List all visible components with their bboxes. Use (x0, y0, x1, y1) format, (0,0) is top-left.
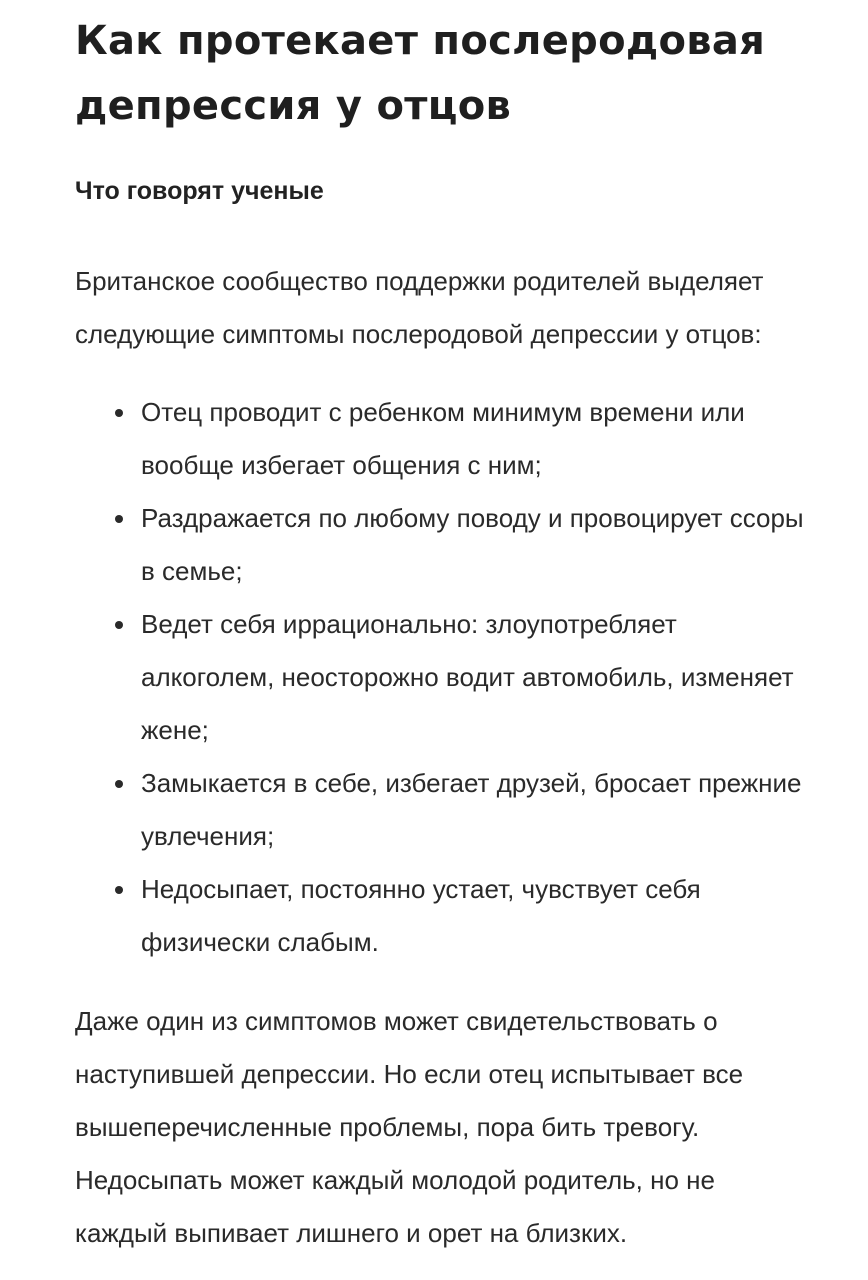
list-item-line: Раздражается по любому поводу и провоцирует ссоры (141, 503, 804, 533)
list-item-line: алкоголем, неосторожно водит автомобиль, изменяет (141, 662, 794, 692)
paragraph-line: вышеперечисленные проблемы, пора бить тревогу. (75, 1112, 700, 1142)
bullet-dot-icon (115, 409, 123, 417)
closing-paragraph (75, 995, 868, 1260)
paragraph-line: Даже один из симптомов может свидетельствовать о (75, 1006, 718, 1036)
list-item-line: Ведет себя иррационально: злоупотребляет (141, 609, 677, 639)
list-item (75, 757, 868, 863)
list-item-line: Недосыпает, постоянно устает, чувствует себя (141, 874, 701, 904)
intro-paragraph (75, 255, 868, 361)
bullet-dot-icon (115, 621, 123, 629)
list-item-line: Замыкается в себе, избегает друзей, бросает прежние (141, 768, 802, 798)
list-item-line: в семье; (141, 556, 243, 586)
paragraph-line: наступившей депрессии. Но если отец испытывает все (75, 1059, 744, 1089)
list-item-line: жене; (141, 715, 209, 745)
bullet-dot-icon (115, 886, 123, 894)
list-item (75, 863, 868, 969)
paragraph-line: Недосыпать может каждый молодой родитель, но не (75, 1165, 715, 1195)
paragraph-line: следующие симптомы послеродовой депрессии у отцов: (75, 319, 762, 349)
article (75, 0, 868, 1260)
symptoms-list (75, 386, 868, 969)
list-item-line: физически слабым. (141, 927, 379, 957)
section-subheading: Что говорят ученые (75, 177, 324, 205)
list-item-line: увлечения; (141, 821, 275, 851)
paragraph-line: Британское сообщество поддержки родителей выделяет (75, 266, 764, 296)
list-item (75, 386, 868, 492)
article-title (75, 0, 775, 139)
article-title-line: депрессия у отцов (75, 83, 512, 129)
list-item (75, 492, 868, 598)
list-item-line: Отец проводит с ребенком минимум времени или (141, 397, 745, 427)
list-item (75, 598, 868, 757)
article-title-line: Как протекает послеродовая (75, 18, 766, 64)
bullet-dot-icon (115, 780, 123, 788)
list-item-line: вообще избегает общения с ним; (141, 450, 542, 480)
bullet-dot-icon (115, 515, 123, 523)
paragraph-line: каждый выпивает лишнего и орет на близких. (75, 1218, 628, 1248)
